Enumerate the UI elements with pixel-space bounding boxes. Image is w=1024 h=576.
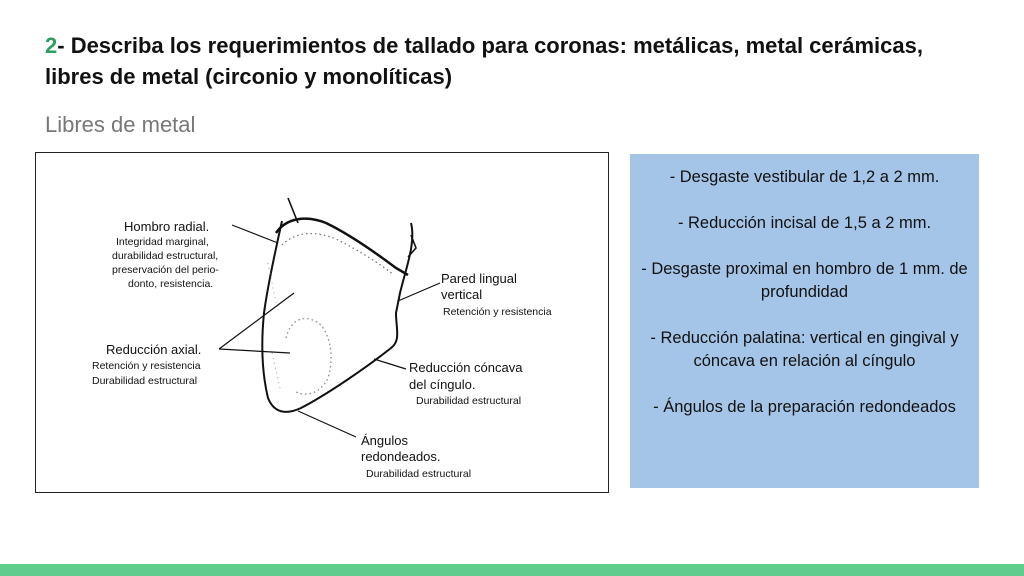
leader-angulos	[298, 411, 356, 437]
label-concava-2: del cíngulo.	[409, 377, 476, 392]
leader-concava	[374, 359, 406, 369]
label-hombro-line-3: preservación del perio-	[112, 264, 219, 276]
label-angulos-sub: Durabilidad estructural	[366, 468, 472, 480]
label-pared-2: vertical	[441, 287, 483, 302]
label-angulos-1: Ángulos	[361, 433, 408, 448]
shoulder-line	[276, 219, 408, 275]
requirement-item: - Desgaste proximal en hombro de 1 mm. de profundidad	[641, 260, 968, 301]
tooth-drawing	[36, 153, 610, 494]
slide-subtitle: Libres de metal	[45, 112, 196, 137]
label-hombro-line-2: durabilidad estructural,	[112, 250, 219, 262]
label-axial-sub-1: Retención y resistencia	[92, 360, 201, 372]
requirement-item: - Reducción incisal de 1,5 a 2 mm.	[677, 214, 932, 232]
requirements-box	[630, 154, 979, 488]
label-concava-sub: Durabilidad estructural	[416, 395, 522, 407]
label-hombro-line-4: donto, resistencia.	[128, 278, 214, 290]
tooth-preparation-figure	[35, 152, 609, 493]
label-concava-1: Reducción cóncava	[409, 360, 523, 375]
label-angulos-2: redondeados.	[361, 449, 441, 464]
leader-hombro	[232, 225, 278, 243]
requirement-item: - Ángulos de la preparación redondeados	[653, 398, 956, 416]
label-axial: Reducción axial.	[106, 342, 202, 357]
leader-pared	[398, 283, 440, 301]
label-pared-1: Pared lingual	[441, 271, 517, 286]
requirement-item: - Desgaste vestibular de 1,2 a 2 mm.	[669, 168, 940, 186]
label-pared-sub: Retención y resistencia	[443, 306, 552, 318]
title-number: 2	[45, 33, 58, 58]
tooth-outline	[262, 221, 412, 412]
requirement-item: - Reducción palatina: vertical en gingival y cóncava en relación al cíngulo	[650, 329, 959, 370]
label-axial-sub-2: Durabilidad estructural	[92, 375, 198, 387]
cingulum-contour	[286, 319, 331, 395]
bottom-accent-bar	[0, 564, 1024, 576]
title-text: - Describa los requerimientos de tallado para coronas: metálicas, metal cerámicas, libres de metal (circonio y monolíticas)	[45, 33, 923, 89]
leader-axial-1	[219, 293, 294, 349]
label-hombro-line-1: Integridad marginal,	[116, 236, 209, 248]
leader-axial-2	[219, 349, 290, 353]
slide-title	[45, 30, 985, 92]
label-hombro-radial: Hombro radial.	[124, 219, 210, 234]
